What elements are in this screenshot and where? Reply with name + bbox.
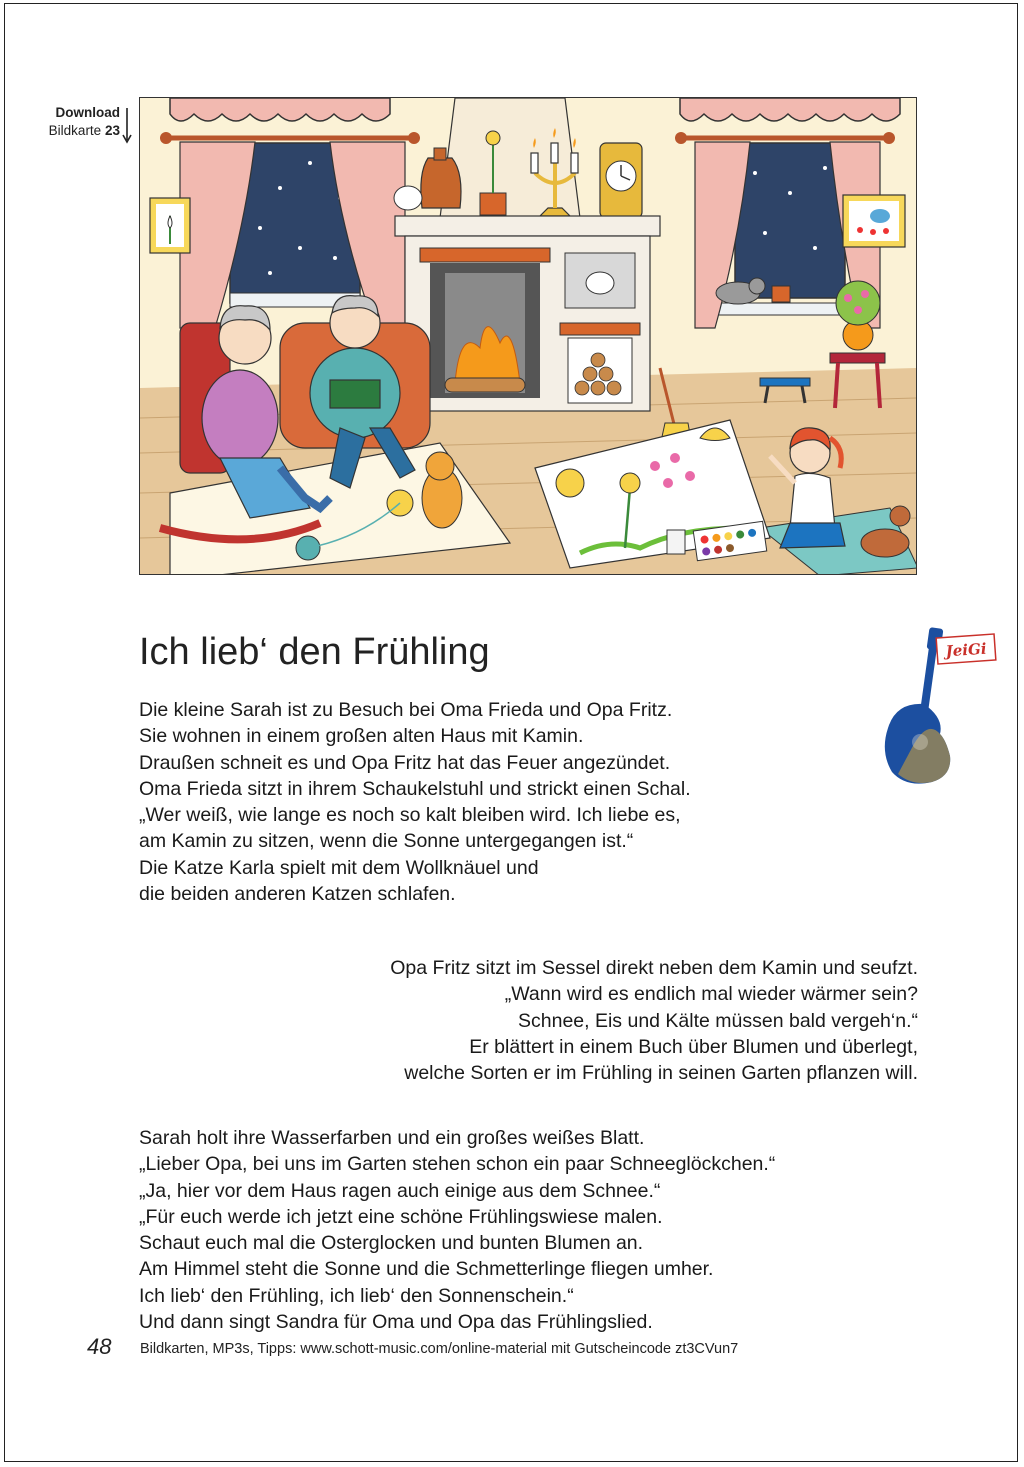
footer-note: Bildkarten, MP3s, Tipps: www.schott-music.com/online-material mit Gutscheincode zt3CVun7 xyxy=(140,1341,739,1357)
story-line: „Wer weiß, wie lange es noch so kalt bleiben wird. Ich liebe es, xyxy=(139,804,681,827)
story-line: Sarah holt ihre Wasserfarben und ein großes weißes Blatt. xyxy=(139,1127,645,1149)
story-line: Oma Frieda sitzt in ihrem Schaukelstuhl und strickt einen Schal. xyxy=(139,777,691,800)
story-line: Er blättert in einem Buch über Blumen und überlegt, xyxy=(469,1035,918,1058)
story-paragraph-1 xyxy=(139,697,691,907)
story-line: Die kleine Sarah ist zu Besuch bei Oma Frieda und Opa Fritz. xyxy=(139,699,673,721)
story-paragraph-2 xyxy=(390,955,918,1086)
story-line: Am Himmel steht die Sonne und die Schmetterlinge fliegen umher. xyxy=(139,1258,714,1281)
story-line: Und dann singt Sandra für Oma und Opa das Frühlingslied. xyxy=(139,1311,653,1334)
story-line: Schnee, Eis und Kälte müssen bald vergeh‘n.“ xyxy=(518,1009,918,1032)
logo-text: JeiGi xyxy=(945,639,988,661)
download-arrow-icon xyxy=(122,108,132,144)
story-line: am Kamin zu sitzen, wenn die Sonne untergegangen ist.“ xyxy=(139,830,634,853)
bildkarte-line xyxy=(20,122,120,140)
story-line: „Für euch werde ich jetzt eine schöne Frühlingswiese malen. xyxy=(139,1205,663,1228)
page-number: 48 xyxy=(87,1334,112,1359)
story-line: „Wann wird es endlich mal wieder wärmer sein? xyxy=(504,983,918,1006)
story-line: Draußen schneit es und Opa Fritz hat das Feuer angezündet. xyxy=(139,751,671,774)
bildkarte-number: 23 xyxy=(104,123,120,138)
story-line: Die Katze Karla spielt mit dem Wollknäuel und xyxy=(139,856,539,879)
bildkarte-text: Bildkarte xyxy=(48,123,102,138)
page-title: Ich lieb‘ den Frühling xyxy=(139,631,490,673)
guitar-logo-icon xyxy=(866,624,1016,784)
story-line: Schaut euch mal die Osterglocken und bunten Blumen an. xyxy=(139,1232,644,1255)
story-line: „Ja, hier vor dem Haus ragen auch einige aus dem Schnee.“ xyxy=(139,1179,661,1202)
story-line: die beiden anderen Katzen schlafen. xyxy=(139,883,456,906)
living-room-illustration xyxy=(139,97,917,575)
download-text: Download xyxy=(55,105,120,120)
story-line: Sie wohnen in einem großen alten Haus mit Kamin. xyxy=(139,725,584,748)
download-label xyxy=(20,104,120,140)
story-line: welche Sorten er im Frühling in seinen Garten pflanzen will. xyxy=(404,1062,918,1085)
story-paragraph-3 xyxy=(139,1125,775,1335)
story-line: Opa Fritz sitzt im Sessel direkt neben dem Kamin und seufzt. xyxy=(390,957,918,979)
story-line: Ich lieb‘ den Frühling, ich lieb‘ den Sonnenschein.“ xyxy=(139,1284,574,1307)
story-line: „Lieber Opa, bei uns im Garten stehen schon ein paar Schneeglöckchen.“ xyxy=(139,1153,776,1176)
